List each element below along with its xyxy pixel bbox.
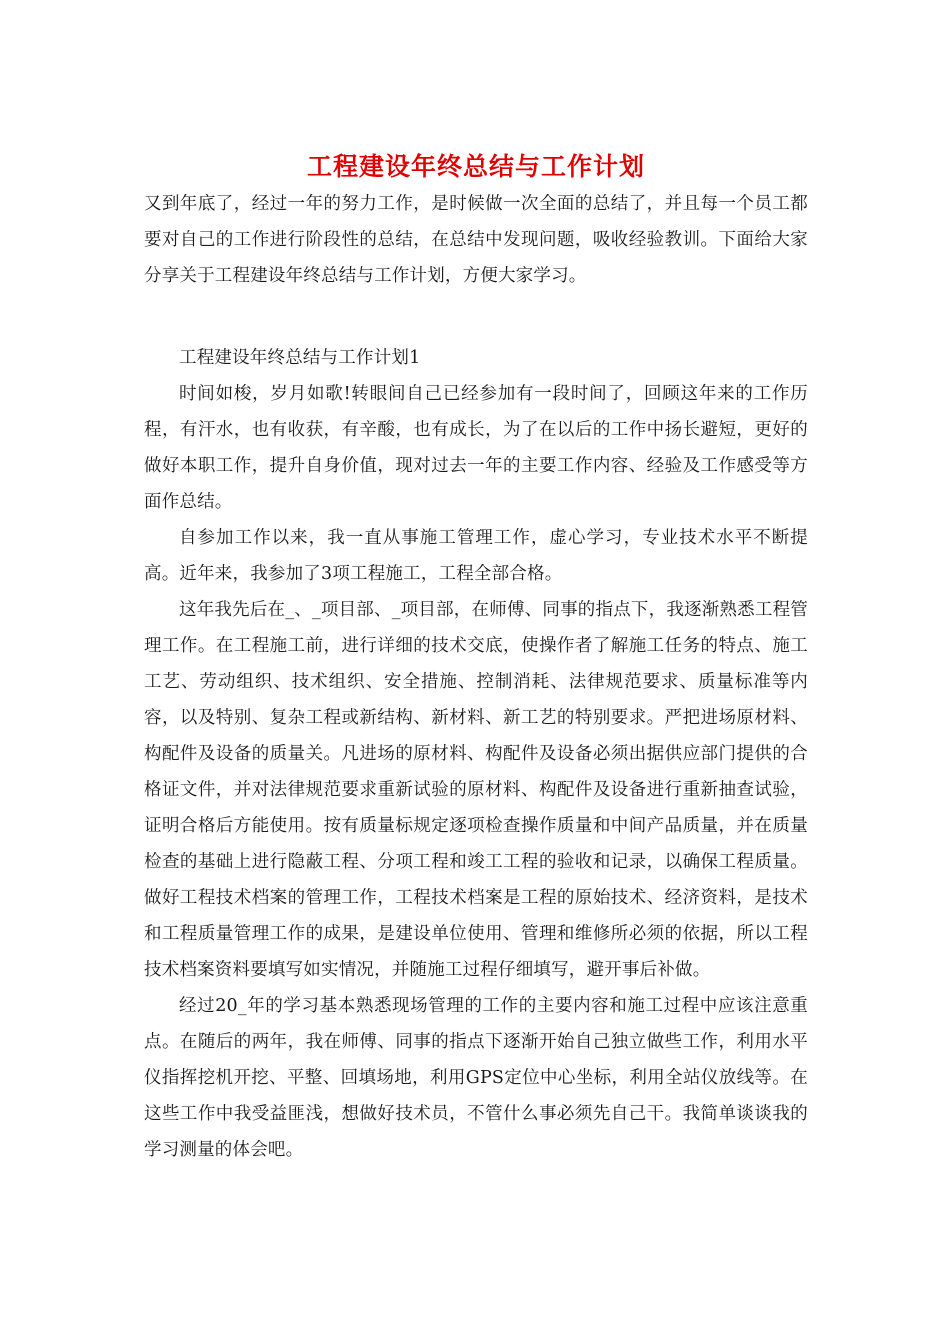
document-title: 工程建设年终总结与工作计划 [306,152,645,181]
section-heading: 工程建设年终总结与工作计划1 [179,348,421,368]
intro-block [144,186,808,294]
body-paragraph-2: 自参加工作以来，我一直从事施工管理工作，虚心学习，专业技术水平不断提高。近年来，我参加了3项工程施工，工程全部合格。 [144,528,808,584]
body-paragraph-4: 经过20_年的学习基本熟悉现场管理的工作的主要内容和施工过程中应该注意重点。在随后的两年，我在师傅、同事的指点下逐渐开始自己独立做些工作，利用水平仪指挥挖机开挖、平整、回填场地，利用GPS定位中心坐标，利用全站仪放线等。在这些工作中我受益匪浅，想做好技术员，不管什么事必须先自己干。我简单谈谈我的学习测量的体会吧。 [144,996,808,1160]
body-paragraph-3: 这年我先后在_、_项目部、_项目部，在师傅、同事的指点下，我逐渐熟悉工程管理工作。在工程施工前，进行详细的技术交底，使操作者了解施工任务的特点、施工工艺、劳动组织、技术组织、安全措施、控制消耗、法律规范要求、质量标准等内容，以及特别、复杂工程或新结构、新材料、新工艺的特别要求。严把进场原材料、构配件及设备的质量关。凡进场的原材料、构配件及设备必须出据供应部门提供的合格证文件，并对法律规范要求重新试验的原材料、构配件及设备进行重新抽查试验，证明合格后方能使用。按有质量标规定逐项检查操作质量和中间产品质量，并在质量检查的基础上进行隐蔽工程、分项工程和竣工工程的验收和记录，以确保工程质量。做好工程技术档案的管理工作，工程技术档案是工程的原始技术、经济资料，是技术和工程质量管理工作的成果，是建设单位使用、管理和维修所必须的依据，所以工程技术档案资料要填写如实情况，并随施工过程仔细填写，避开事后补做。 [144,600,808,980]
section-1 [144,340,808,1168]
body-paragraph-1: 时间如梭，岁月如歌!转眼间自己已经参加有一段时间了，回顾这年来的工作历程，有汗水，也有收获，有辛酸，也有成长，为了在以后的工作中扬长避短，更好的做好本职工作，提升自身价值，现对过去一年的主要工作内容、经验及工作感受等方面作总结。 [144,384,808,512]
intro-paragraph: 又到年底了，经过一年的努力工作，是时候做一次全面的总结了，并且每一个员工都要对自己的工作进行阶段性的总结，在总结中发现问题，吸收经验教训。下面给大家分享关于工程建设年终总结与工作计划，方便大家学习。 [144,194,808,286]
document-page [144,150,808,1168]
